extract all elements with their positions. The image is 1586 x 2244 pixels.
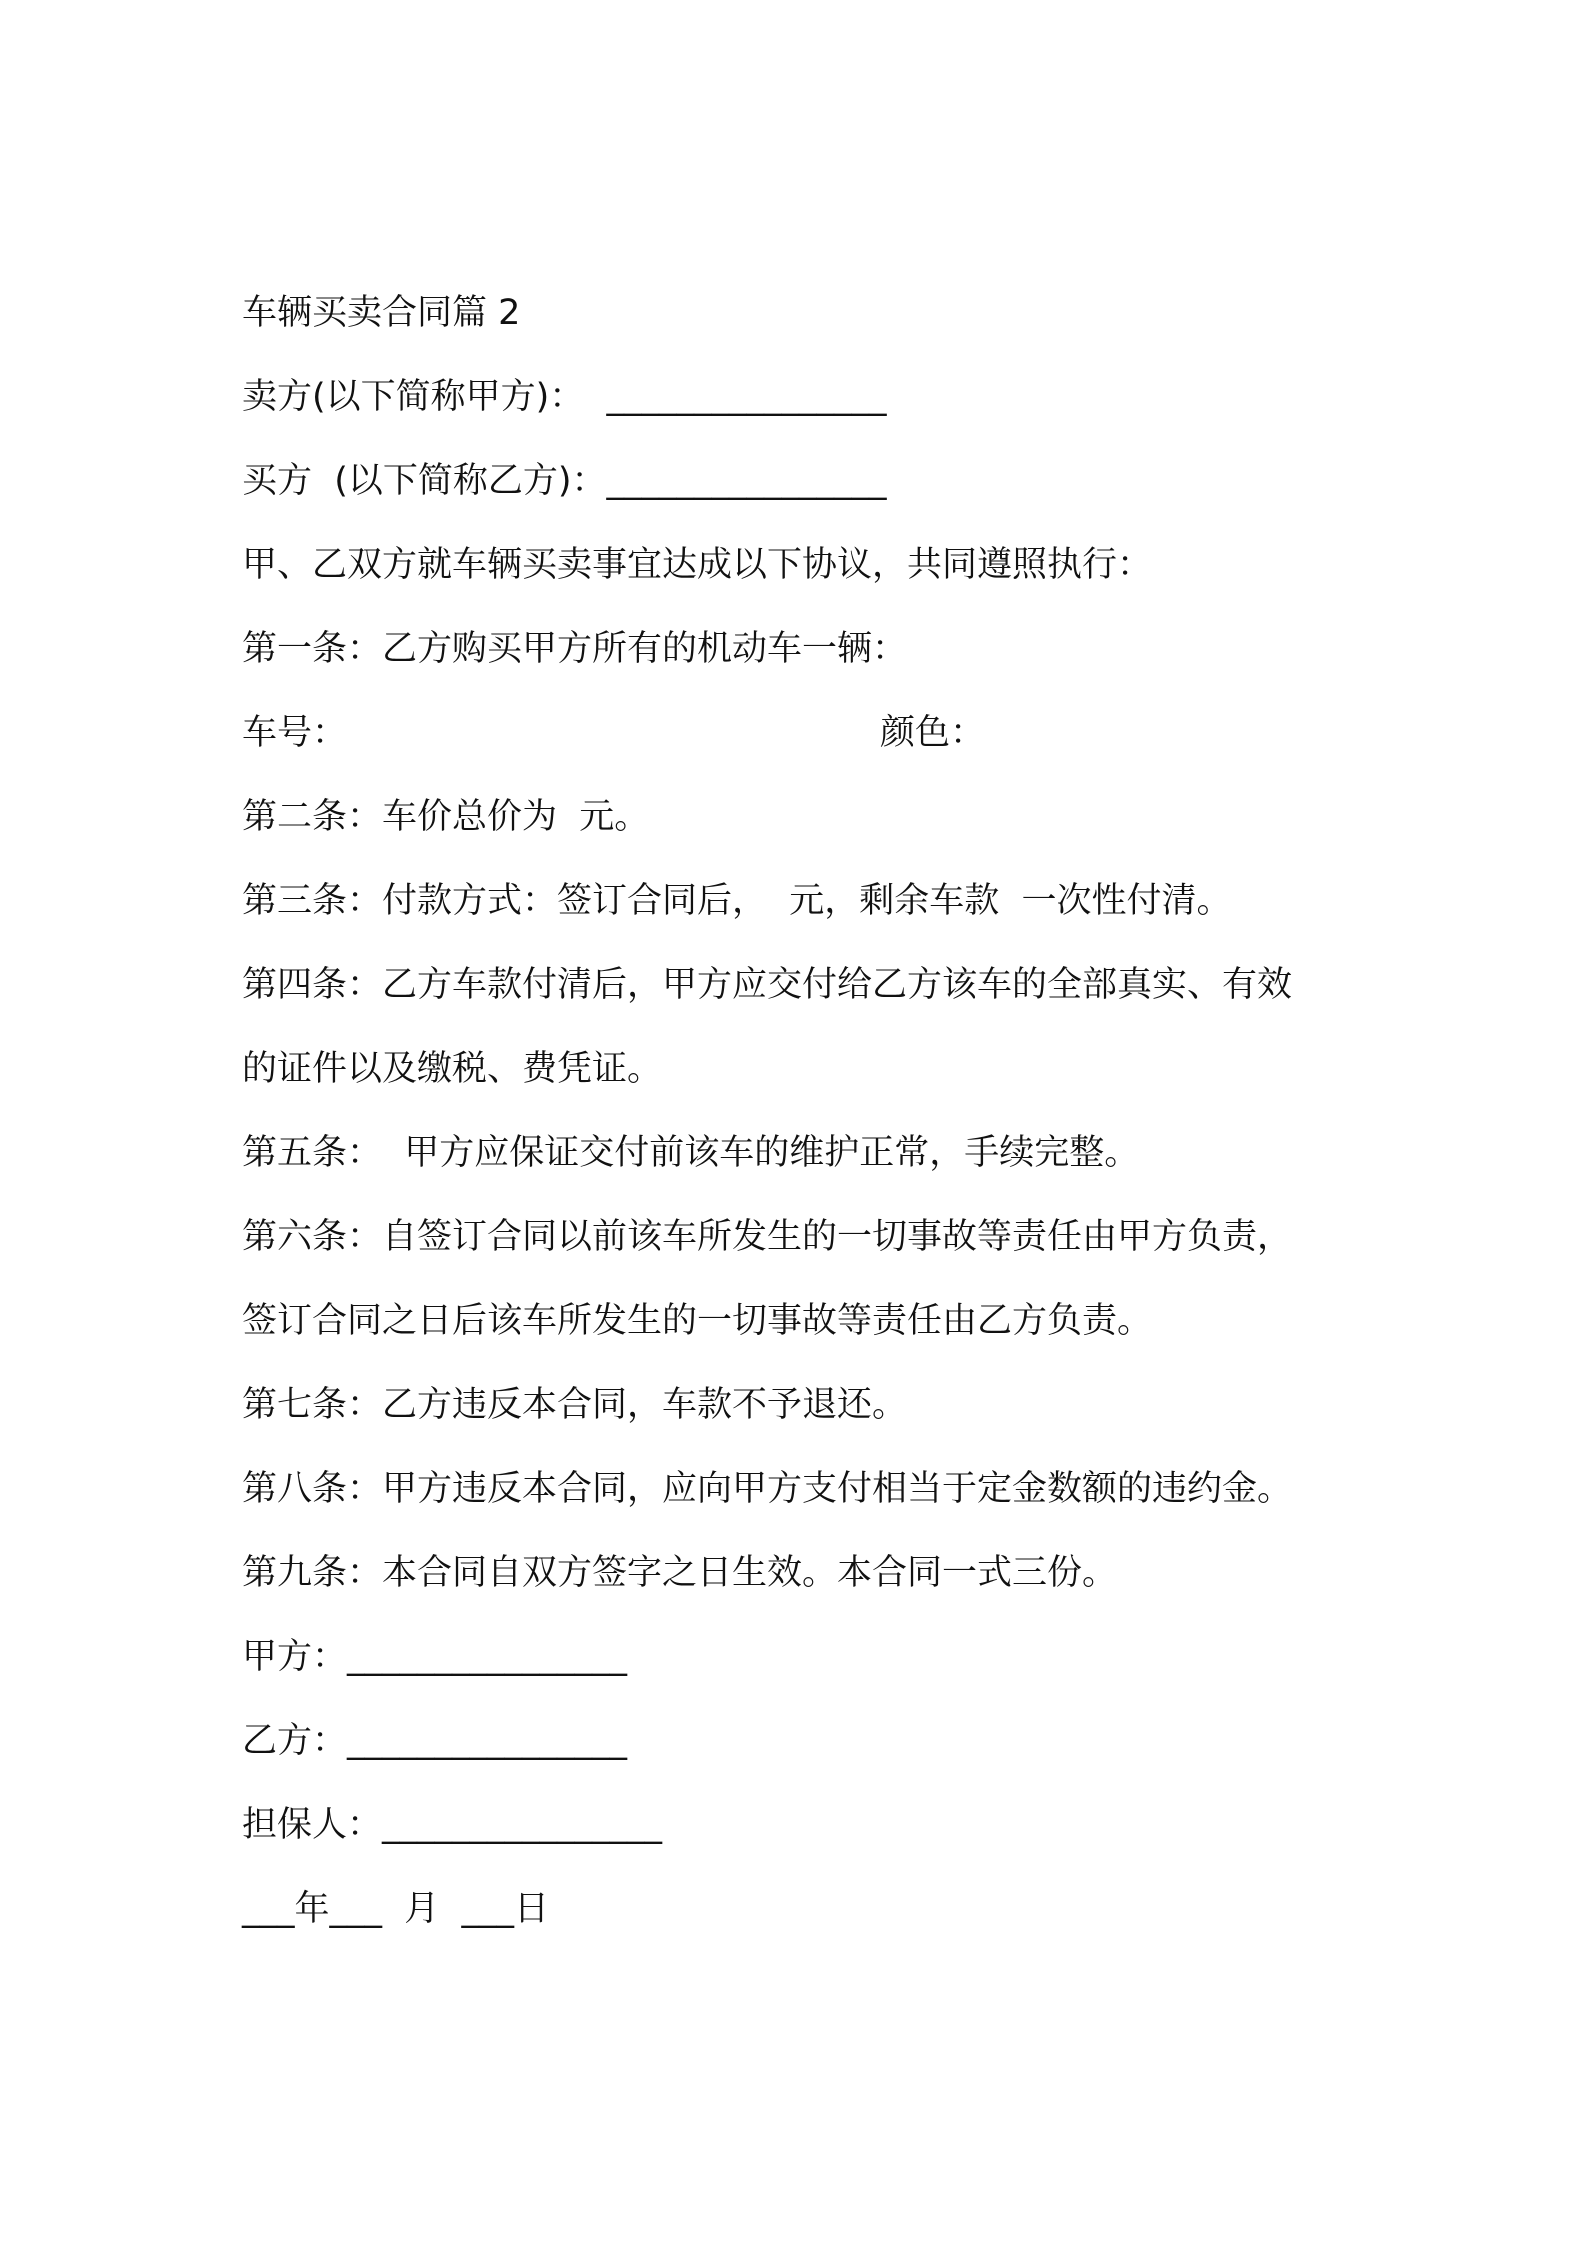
color-label: 颜色：	[880, 713, 986, 753]
article-3: 第三条：付款方式：签订合同后， 元，剩余车款 一次性付清。	[242, 881, 1232, 921]
article-6-line-2: 签订合同之日后该车所发生的一切事故等责任由乙方负责。	[242, 1301, 1153, 1341]
article-4-line-1: 第四条：乙方车款付清后，甲方应交付给乙方该车的全部真实、有效	[242, 965, 1293, 1005]
signature-guarantor: 担保人：________________	[242, 1805, 663, 1845]
plate-number-label: 车号：	[242, 713, 348, 753]
article-4-line-2: 的证件以及缴税、费凭证。	[242, 1049, 663, 1089]
signature-party-a: 甲方：________________	[242, 1637, 628, 1677]
document-title: 车辆买卖合同篇 2	[242, 293, 521, 333]
article-2: 第二条：车价总价为 元。	[242, 797, 650, 837]
article-1: 第一条：乙方购买甲方所有的机动车一辆：	[242, 629, 908, 669]
buyer-line: 买方 (以下简称乙方)：________________	[242, 461, 887, 501]
article-9: 第九条：本合同自双方签字之日生效。本合同一式三份。	[242, 1553, 1118, 1593]
seller-line: 卖方(以下简称甲方)： ________________	[242, 377, 887, 417]
article-6-line-1: 第六条：自签订合同以前该车所发生的一切事故等责任由甲方负责，	[242, 1217, 1293, 1257]
date-line: ___年___ 月 ___日	[242, 1889, 550, 1929]
signature-party-b: 乙方：________________	[242, 1721, 628, 1761]
article-8: 第八条：甲方违反本合同，应向甲方支付相当于定金数额的违约金。	[242, 1469, 1293, 1509]
article-5: 第五条： 甲方应保证交付前该车的维护正常，手续完整。	[242, 1133, 1140, 1173]
article-7: 第七条：乙方违反本合同，车款不予退还。	[242, 1385, 908, 1425]
preamble: 甲、乙双方就车辆买卖事宜达成以下协议，共同遵照执行：	[242, 545, 1153, 585]
